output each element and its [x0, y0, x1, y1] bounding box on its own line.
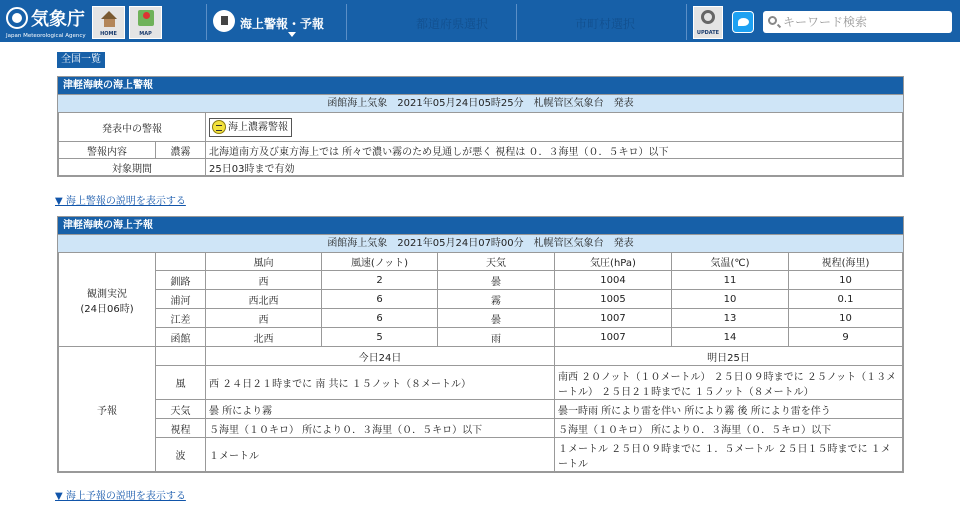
target-period-value: 25日03時まで有効	[206, 159, 903, 176]
site-header	[0, 0, 960, 42]
map-button[interactable]	[129, 6, 162, 39]
nav-separator	[346, 4, 347, 40]
col-weather: 天気	[438, 253, 555, 271]
station-name: 浦河	[156, 290, 206, 309]
visibility: 0.1	[789, 290, 903, 309]
search-input[interactable]	[763, 11, 952, 33]
search-icon	[768, 16, 777, 25]
forecast-today: ５海里（１０キロ） 所により０．３海里（０．５キロ）以下	[206, 419, 555, 438]
forecast-row	[59, 400, 903, 419]
wind-direction: 北西	[206, 328, 322, 347]
marine-forecast-panel	[57, 216, 904, 473]
forecast-tomorrow: 南西 ２０ノット（１０メートル） ２５日０９時までに ２５ノット（１３メートル） ２５日２１時までに １５ノット（８メートル）	[555, 366, 903, 400]
weather-icon: 曇	[438, 309, 555, 328]
forecast-tomorrow: ５海里（１０キロ） 所により０．３海里（０．５キロ）以下	[555, 419, 903, 438]
tomorrow-header: 明日25日	[555, 347, 903, 366]
today-header: 今日24日	[206, 347, 555, 366]
forecast-header-empty	[156, 347, 206, 366]
forecast-row-label: 風	[156, 366, 206, 400]
jma-logo-icon	[6, 7, 28, 29]
dense-fog-warning-label: 海上濃霧警報	[228, 121, 288, 133]
jma-logo[interactable]	[6, 5, 88, 39]
warning-content-type: 濃霧	[156, 142, 206, 159]
nav-separator	[516, 4, 517, 40]
station-row	[59, 309, 903, 328]
warning-issued: 函館海上気象 2021年05月24日05時25分 札幌管区気象台 発表	[58, 94, 903, 112]
pressure: 1005	[555, 290, 672, 309]
update-button[interactable]	[693, 6, 723, 39]
map-label: MAP	[139, 31, 152, 37]
logo-name: 気象庁	[31, 9, 85, 30]
wind-direction: 西	[206, 271, 322, 290]
station-row	[59, 290, 903, 309]
dense-fog-warning-badge[interactable]	[209, 118, 292, 137]
visibility: 9	[789, 328, 903, 347]
weather-icon: 霧	[438, 290, 555, 309]
station-row	[59, 271, 903, 290]
col-wind-speed: 風速(ノット)	[322, 253, 438, 271]
wind-speed: 6	[322, 290, 438, 309]
home-icon	[101, 11, 117, 19]
home-label: HOME	[100, 31, 117, 37]
weather-icon: 曇	[438, 271, 555, 290]
current-warning-label: 発表中の警報	[59, 113, 206, 142]
nav-city-select[interactable]: 市町村選択	[575, 17, 636, 31]
nav-prefecture-select[interactable]: 都道府県選択	[416, 17, 489, 31]
ship-icon	[213, 10, 235, 32]
observation-label-text: 観測実況	[87, 288, 127, 300]
forecast-today: 西 ２４日２１時までに 南 共に １５ノット（８メートル）	[206, 366, 555, 400]
visibility: 10	[789, 271, 903, 290]
warning-title: 津軽海峡の海上警報	[58, 77, 903, 94]
pressure: 1004	[555, 271, 672, 290]
forecast-issued: 函館海上気象 2021年05月24日07時00分 札幌管区気象台 発表	[58, 234, 903, 252]
nav-marine-warning-label: 海上警報・予報	[240, 17, 325, 31]
fog-icon	[212, 120, 226, 134]
nationwide-list-button[interactable]: 全国一覧	[57, 52, 105, 68]
wind-speed: 5	[322, 328, 438, 347]
twitter-icon[interactable]	[732, 11, 754, 33]
warning-content-text: 北海道南方及び東方海上では 所々で濃い霧のため見通しが悪く 視程は ０．３海里（０．５キロ）以下	[206, 142, 903, 159]
forecast-row-label: 視程	[156, 419, 206, 438]
forecast-today: 曇 所により霧	[206, 400, 555, 419]
temperature: 13	[672, 309, 789, 328]
forecast-tomorrow: １メートル ２５日０９時までに １．５メートル ２５日１５時までに １メートル	[555, 438, 903, 472]
current-warning-cell	[206, 113, 903, 142]
warning-explain-link[interactable]: ▼ 海上警報の説明を表示する	[55, 196, 186, 207]
forecast-row-label: 波	[156, 438, 206, 472]
home-icon-body	[104, 19, 115, 27]
station-name: 函館	[156, 328, 206, 347]
station-row	[59, 328, 903, 347]
weather-icon: 雨	[438, 328, 555, 347]
wind-direction: 西北西	[206, 290, 322, 309]
forecast-row	[59, 438, 903, 472]
station-name: 釧路	[156, 271, 206, 290]
forecast-label: 予報	[59, 347, 156, 472]
target-period-label: 対象期間	[59, 159, 206, 176]
col-wind-direction: 風向	[206, 253, 322, 271]
forecast-row	[59, 366, 903, 400]
forecast-row	[59, 419, 903, 438]
nav-marine-warning[interactable]	[206, 4, 346, 40]
warning-table	[58, 112, 903, 176]
logo-english: Japan Meteorological Agency	[6, 33, 86, 39]
temperature: 14	[672, 328, 789, 347]
temperature: 11	[672, 271, 789, 290]
temperature: 10	[672, 290, 789, 309]
chevron-down-icon	[288, 32, 296, 37]
forecast-table	[58, 252, 903, 472]
pressure: 1007	[555, 328, 672, 347]
col-pressure: 気圧(hPa)	[555, 253, 672, 271]
forecast-tomorrow: 曇一時雨 所により雷を伴い 所により霧 後 所により雷を伴う	[555, 400, 903, 419]
marine-warning-panel	[57, 76, 904, 177]
header-empty	[156, 253, 206, 271]
forecast-title: 津軽海峡の海上予報	[58, 217, 903, 234]
pressure: 1007	[555, 309, 672, 328]
col-visibility: 視程(海里)	[789, 253, 903, 271]
visibility: 10	[789, 309, 903, 328]
nav-separator	[686, 4, 687, 40]
observation-time: (24日06時)	[80, 303, 134, 315]
observation-label	[59, 253, 156, 347]
wind-speed: 2	[322, 271, 438, 290]
forecast-today: １メートル	[206, 438, 555, 472]
home-button[interactable]	[92, 6, 125, 39]
station-name: 江差	[156, 309, 206, 328]
update-icon	[701, 10, 715, 24]
wind-direction: 西	[206, 309, 322, 328]
forecast-explain-link[interactable]: ▼ 海上予報の説明を表示する	[55, 491, 186, 502]
warning-content-label: 警報内容	[59, 142, 156, 159]
col-temperature: 気温(℃)	[672, 253, 789, 271]
wind-speed: 6	[322, 309, 438, 328]
update-label: UPDATE	[696, 30, 720, 36]
forecast-row-label: 天気	[156, 400, 206, 419]
map-pin-icon	[143, 12, 150, 19]
